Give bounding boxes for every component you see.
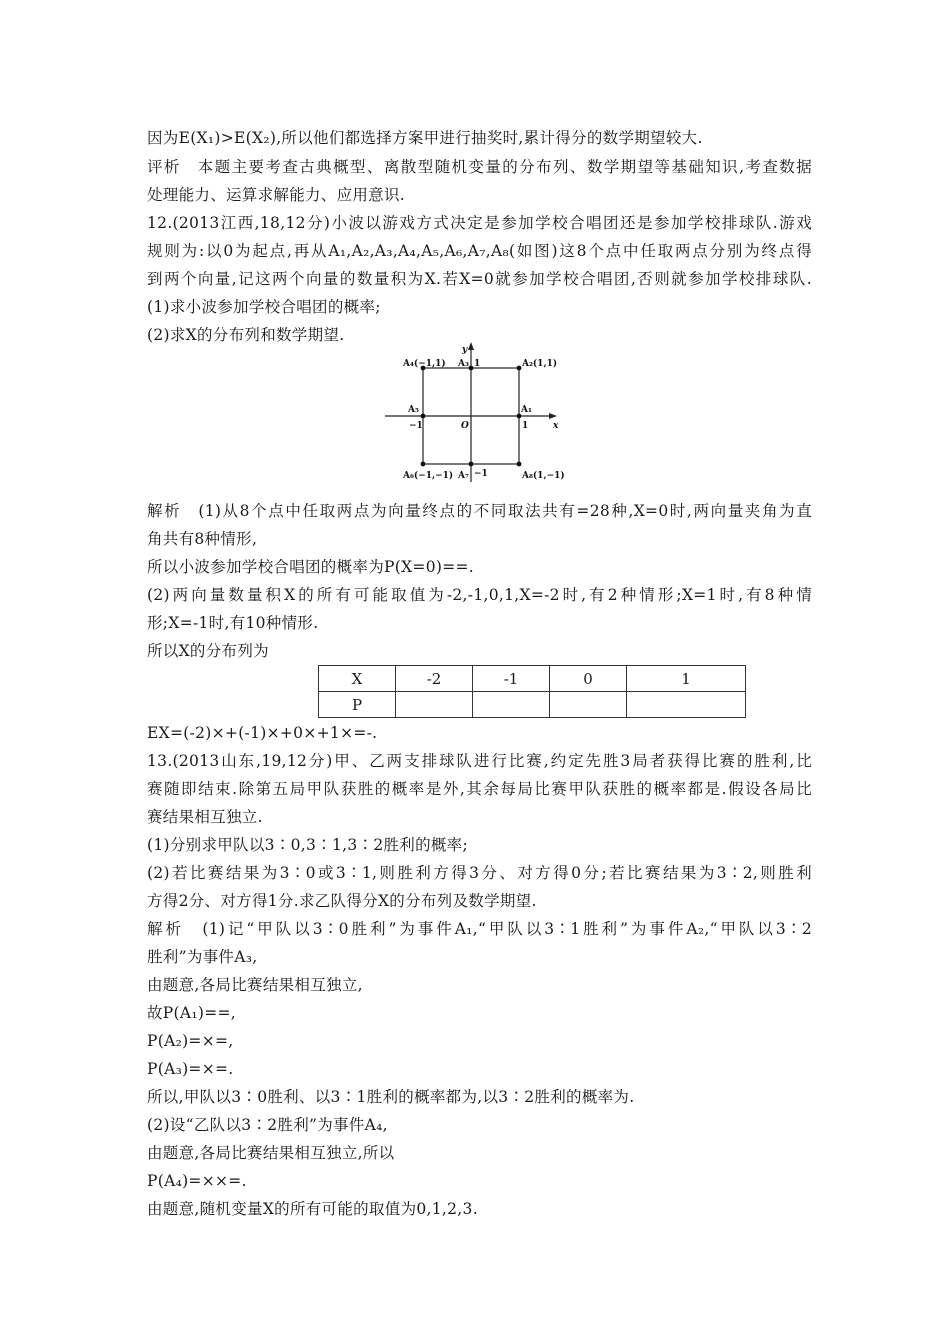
label-one-top: 1 [474,359,481,369]
text-line: 由题意,各局比赛结果相互独立,所以 [147,1144,395,1162]
text-line: 12.(2013江西,18,12分)小波以游戏方式决定是参加学校合唱团还是参加学校排球队.游戏 [147,214,812,232]
text-line: (2)设“乙队以3∶2胜利”为事件A₄, [147,1116,388,1134]
table-cell [396,692,473,718]
text-line: 评析 本题主要考查古典概型、离散型随机变量的分布列、数学期望等基础知识,考查数据 [147,158,812,176]
label-y: y [462,345,468,355]
text-line: 赛随即结束.除第五局甲队获胜的概率是外,其余每局比赛甲队获胜的概率都是.假设各局比 [147,780,812,798]
table-cell [473,692,550,718]
label-x: x [553,421,559,431]
text-line: P(A₄)=××=. [147,1172,247,1190]
text-line: 方得2分、对方得1分.求乙队得分X的分布列及数学期望. [147,892,537,910]
text-line: 所以小波参加学校合唱团的概率为P(X=0)==. [147,558,475,576]
label-a3: A₃ [458,359,469,369]
text-line: 形;X=-1时,有10种情形. [147,614,319,632]
text-line: (2)若比赛结果为3∶0或3∶1,则胜利方得3分、对方得0分;若比赛结果为3∶2,则胜利 [147,864,812,882]
text-line: 赛结果相互独立. [147,808,263,826]
point-a2 [517,366,522,371]
text-line: 解析 (1)从8个点中任取两点为向量终点的不同取法共有=28种,X=0时,两向量夹角为直 [147,502,812,520]
label-origin: O [461,421,469,431]
y-axis-arrow [468,342,474,350]
point-a5 [421,414,426,419]
table-cell [550,692,627,718]
text-line: 解析 (1)记“甲队以3∶0胜利”为事件A₁,“甲队以3∶1胜利”为事件A₂,“甲队以3∶2 [147,920,812,938]
table-cell: X [319,666,396,692]
x-axis-arrow [549,413,557,419]
text-line: EX=(-2)×+(-1)×+0×+1×=-. [147,724,378,742]
text-line: 规则为:以0为起点,再从A₁,A₂,A₃,A₄,A₅,A₆,A₇,A₈(如图)这8个点中任取两点分别为终点得 [147,242,812,260]
text-line: 所以X的分布列为 [147,642,269,660]
table-cell: -1 [473,666,550,692]
text-line: P(A₃)=×=. [147,1060,234,1078]
text-line: 所以,甲队以3∶0胜利、以3∶1胜利的概率都为,以3∶2胜利的概率为. [147,1088,635,1106]
distribution-table [318,665,746,718]
text-line: 胜利”为事件A₃, [147,948,258,966]
table-cell: P [319,692,396,718]
label-neg1-left: −1 [409,421,423,431]
label-neg1-bottom: −1 [474,469,488,479]
point-a6 [421,462,426,467]
label-a6: A₆(−1,−1) [403,471,454,481]
text-line: 13.(2013山东,19,12分)甲、乙两支排球队进行比赛,约定先胜3局者获得比赛的胜利,比 [147,752,812,770]
text-line: 处理能力、运算求解能力、应用意识. [147,186,406,204]
table-row [319,666,746,692]
point-a7 [469,462,474,467]
text-line: 故P(A₁)==, [147,1004,237,1022]
text-line: (1)分别求甲队以3∶0,3∶1,3∶2胜利的概率; [147,836,469,854]
text-line: (1)求小波参加学校合唱团的概率; [147,298,381,316]
label-a7: A₇ [458,471,469,481]
table-cell: 1 [627,666,746,692]
label-a4: A₄(−1,1) [403,359,446,369]
table-cell: -2 [396,666,473,692]
label-one-right: 1 [522,421,529,431]
text-line: 角共有8种情形, [147,530,258,548]
text-line: 由题意,随机变量X的所有可能的取值为0,1,2,3. [147,1200,478,1218]
text-line: 由题意,各局比赛结果相互独立, [147,976,363,994]
table-row [319,692,746,718]
text-line: P(A₂)=×=, [147,1032,234,1050]
coordinate-figure [383,342,568,487]
label-a5: A₅ [408,405,419,415]
point-a3 [469,366,474,371]
text-line: 到两个向量,记这两个向量的数量积为X.若X=0就参加学校合唱团,否则就参加学校排球队. [147,270,812,288]
table-cell: 0 [550,666,627,692]
text-line: (2)两向量数量积X的所有可能取值为-2,-1,0,1,X=-2时,有2种情形;X=1时,有8种情 [147,586,812,604]
text-line: 因为E(X₁)>E(X₂),所以他们都选择方案甲进行抽奖时,累计得分的数学期望较大. [147,129,703,147]
label-a8: A₈(1,−1) [522,471,565,481]
label-a2: A₂(1,1) [522,359,558,369]
label-a1: A₁ [521,405,532,415]
table-cell [627,692,746,718]
point-a8 [517,462,522,467]
text-line: (2)求X的分布列和数学期望. [147,326,345,344]
